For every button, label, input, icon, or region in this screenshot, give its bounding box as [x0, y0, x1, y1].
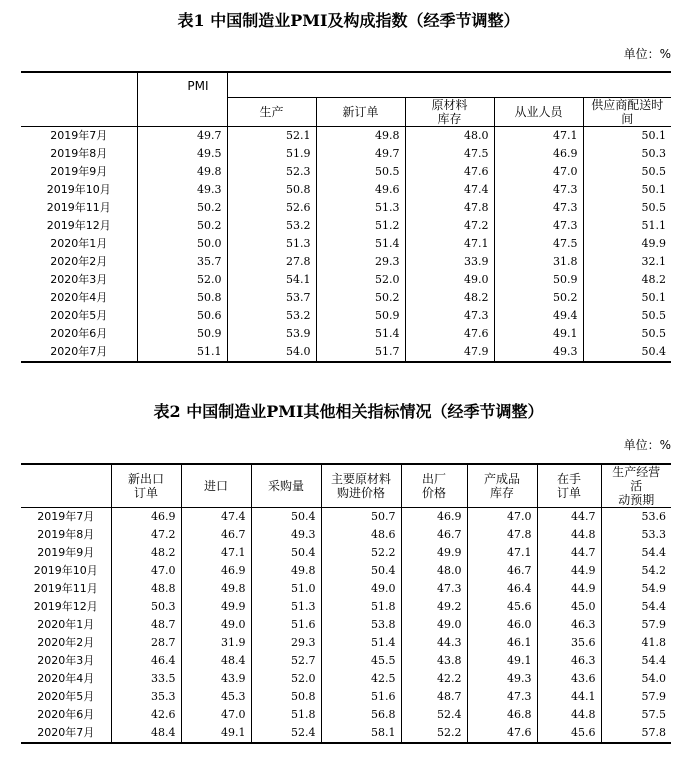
row-label-month: 2020年2月 [21, 634, 111, 652]
value-cell: 46.4 [467, 580, 537, 598]
value-cell: 53.2 [227, 217, 316, 235]
value-cell: 28.7 [111, 634, 181, 652]
value-cell: 52.1 [227, 127, 316, 146]
row-label-month: 2020年7月 [21, 724, 111, 743]
table-row [21, 235, 671, 253]
table-row [21, 199, 671, 217]
value-cell: 32.1 [641, 255, 667, 268]
value-cell: 46.4 [111, 652, 181, 670]
value-cell: 49.6 [316, 181, 405, 199]
column-header: 从业人员 [494, 98, 583, 127]
value-cell: 46.9 [181, 562, 251, 580]
table-row [21, 145, 671, 163]
value-cell: 50.2 [137, 217, 227, 235]
value-cell: 47.5 [405, 145, 494, 163]
value-cell: 50.9 [137, 325, 227, 343]
value-cell: 51.2 [316, 217, 405, 235]
table1-unit: 单位：% [623, 47, 671, 61]
table-row [21, 616, 671, 634]
value-cell: 50.9 [494, 271, 583, 289]
value-cell: 50.9 [316, 307, 405, 325]
value-cell: 49.1 [181, 724, 251, 743]
value-cell: 47.1 [405, 235, 494, 253]
value-cell: 46.9 [494, 145, 583, 163]
value-cell: 52.2 [321, 544, 401, 562]
value-cell: 50.4 [251, 544, 321, 562]
value-cell: 47.1 [181, 544, 251, 562]
value-cell: 47.4 [181, 508, 251, 527]
column-header: 新出口 订单 [111, 464, 181, 508]
value-cell: 50.1 [641, 183, 667, 196]
value-cell: 44.7 [537, 544, 601, 562]
value-cell: 42.2 [401, 670, 467, 688]
table-row [21, 634, 671, 652]
value-cell: 47.1 [467, 544, 537, 562]
row-label-month: 2020年5月 [21, 688, 111, 706]
value-cell: 48.4 [181, 652, 251, 670]
value-cell: 47.3 [494, 199, 583, 217]
value-cell: 50.7 [321, 508, 401, 527]
value-cell: 47.0 [111, 562, 181, 580]
value-cell: 49.0 [401, 616, 467, 634]
value-cell: 54.0 [227, 343, 316, 362]
value-cell: 51.8 [321, 598, 401, 616]
value-cell: 47.6 [405, 163, 494, 181]
table-row [21, 652, 671, 670]
value-cell: 52.3 [227, 163, 316, 181]
column-header: 主要原材料 购进价格 [321, 464, 401, 508]
value-cell: 49.1 [494, 325, 583, 343]
value-cell: 54.1 [227, 271, 316, 289]
value-cell: 49.0 [405, 271, 494, 289]
value-cell: 50.5 [641, 165, 667, 178]
value-cell: 44.3 [401, 634, 467, 652]
table-row [21, 544, 671, 562]
value-cell: 46.7 [181, 526, 251, 544]
row-label-month: 2020年3月 [21, 652, 111, 670]
table-row [21, 217, 671, 235]
table-row [21, 724, 671, 743]
value-cell: 44.8 [537, 706, 601, 724]
value-cell: 29.3 [316, 253, 405, 271]
value-cell: 47.3 [494, 181, 583, 199]
table-row [21, 562, 671, 580]
value-cell: 47.2 [405, 217, 494, 235]
table-row [21, 325, 671, 343]
row-label-month: 2020年7月 [21, 343, 137, 362]
value-cell: 49.8 [316, 127, 405, 146]
value-cell: 50.2 [494, 289, 583, 307]
value-cell: 47.0 [181, 706, 251, 724]
value-cell: 52.0 [137, 271, 227, 289]
row-label-month: 2019年9月 [21, 163, 137, 181]
value-cell: 47.2 [111, 526, 181, 544]
value-cell: 48.2 [405, 289, 494, 307]
value-cell: 50.4 [641, 345, 667, 358]
value-cell: 42.6 [111, 706, 181, 724]
value-cell: 51.6 [251, 616, 321, 634]
value-cell: 47.0 [467, 508, 537, 527]
table2-title: 表2 中国制造业PMI其他相关指标情况（经季节调整） [153, 402, 544, 421]
row-label-month: 2020年1月 [21, 235, 137, 253]
column-header: 新订单 [316, 98, 405, 127]
subindex-group-header [227, 72, 671, 98]
value-cell: 49.8 [181, 580, 251, 598]
value-cell: 46.8 [467, 706, 537, 724]
table-row [21, 307, 671, 325]
value-cell: 47.3 [405, 307, 494, 325]
value-cell: 49.1 [467, 652, 537, 670]
value-cell: 52.0 [251, 670, 321, 688]
value-cell: 49.4 [494, 307, 583, 325]
row-label-month: 2019年10月 [21, 181, 137, 199]
value-cell: 47.3 [494, 217, 583, 235]
value-cell: 31.8 [494, 253, 583, 271]
table-row [21, 271, 671, 289]
row-label-month: 2020年1月 [21, 616, 111, 634]
value-cell: 45.0 [537, 598, 601, 616]
value-cell: 47.0 [494, 163, 583, 181]
value-cell: 48.6 [321, 526, 401, 544]
value-cell: 51.3 [316, 199, 405, 217]
value-cell: 44.1 [537, 688, 601, 706]
table2-unit: 单位：% [623, 438, 671, 452]
table-row [21, 127, 671, 146]
value-cell: 46.9 [111, 508, 181, 527]
table-row [21, 706, 671, 724]
value-cell: 51.9 [227, 145, 316, 163]
value-cell: 54.2 [641, 564, 666, 577]
value-cell: 51.3 [227, 235, 316, 253]
pmi-other-indicators-table [21, 463, 671, 744]
table-row [21, 580, 671, 598]
column-header: 出厂 价格 [401, 464, 467, 508]
value-cell: 47.6 [467, 724, 537, 743]
value-cell: 50.3 [641, 147, 667, 160]
value-cell: 49.3 [251, 526, 321, 544]
value-cell: 50.8 [251, 688, 321, 706]
value-cell: 50.1 [641, 129, 667, 142]
row-label-month: 2019年12月 [21, 598, 111, 616]
value-cell: 50.5 [316, 163, 405, 181]
value-cell: 50.4 [321, 562, 401, 580]
row-label-month: 2020年3月 [21, 271, 137, 289]
value-cell: 57.9 [641, 618, 666, 631]
value-cell: 51.1 [137, 343, 227, 362]
value-cell: 47.8 [405, 199, 494, 217]
row-label-month: 2020年4月 [21, 289, 137, 307]
value-cell: 49.7 [316, 145, 405, 163]
row-label-month: 2019年8月 [21, 526, 111, 544]
value-cell: 46.3 [537, 652, 601, 670]
table-row [21, 688, 671, 706]
value-cell: 47.4 [405, 181, 494, 199]
row-label-month: 2020年2月 [21, 253, 137, 271]
table-row [21, 181, 671, 199]
value-cell: 50.3 [111, 598, 181, 616]
value-cell: 51.8 [251, 706, 321, 724]
value-cell: 50.0 [137, 235, 227, 253]
value-cell: 54.0 [641, 672, 666, 685]
value-cell: 48.2 [641, 273, 667, 286]
table-row [21, 526, 671, 544]
value-cell: 52.2 [401, 724, 467, 743]
value-cell: 42.5 [321, 670, 401, 688]
table-row [21, 289, 671, 307]
value-cell: 53.9 [227, 325, 316, 343]
value-cell: 50.4 [251, 508, 321, 527]
value-cell: 51.4 [321, 634, 401, 652]
column-header: 进口 [181, 464, 251, 508]
table-row [21, 598, 671, 616]
value-cell: 48.0 [405, 127, 494, 146]
value-cell: 57.8 [641, 726, 666, 739]
value-cell: 54.4 [641, 600, 666, 613]
column-header: 采购量 [251, 464, 321, 508]
value-cell: 50.6 [137, 307, 227, 325]
value-cell: 49.3 [494, 343, 583, 362]
table-row [21, 163, 671, 181]
value-cell: 50.5 [641, 201, 667, 214]
column-header: 生产经营活 动预期 [601, 464, 671, 508]
column-header-pmi: PMI [137, 72, 227, 127]
value-cell: 44.9 [537, 580, 601, 598]
value-cell: 43.8 [401, 652, 467, 670]
column-header: 原材料 库存 [405, 98, 494, 127]
row-label-month: 2019年11月 [21, 199, 137, 217]
value-cell: 50.5 [641, 309, 667, 322]
column-header: 产成品 库存 [467, 464, 537, 508]
value-cell: 50.1 [641, 291, 667, 304]
value-cell: 58.1 [321, 724, 401, 743]
value-cell: 27.8 [227, 253, 316, 271]
value-cell: 45.6 [537, 724, 601, 743]
value-cell: 45.3 [181, 688, 251, 706]
row-label-month: 2019年9月 [21, 544, 111, 562]
value-cell: 46.1 [467, 634, 537, 652]
column-header: 生产 [227, 98, 316, 127]
value-cell: 54.9 [641, 582, 666, 595]
value-cell: 47.3 [467, 688, 537, 706]
table-row [21, 343, 671, 362]
value-cell: 46.7 [401, 526, 467, 544]
value-cell: 47.5 [494, 235, 583, 253]
value-cell: 47.8 [467, 526, 537, 544]
value-cell: 49.9 [181, 598, 251, 616]
value-cell: 54.4 [641, 546, 666, 559]
value-cell: 46.7 [467, 562, 537, 580]
table1-title: 表1 中国制造业PMI及构成指数（经季节调整） [177, 11, 520, 30]
row-label-month: 2019年10月 [21, 562, 111, 580]
value-cell: 56.8 [321, 706, 401, 724]
row-label-month: 2020年5月 [21, 307, 137, 325]
value-cell: 44.8 [537, 526, 601, 544]
pmi-composition-table [21, 71, 671, 363]
table-row [21, 508, 671, 527]
row-label-month: 2019年11月 [21, 580, 111, 598]
value-cell: 51.4 [316, 235, 405, 253]
value-cell: 48.4 [111, 724, 181, 743]
value-cell: 54.4 [641, 654, 666, 667]
corner-cell [21, 464, 111, 508]
value-cell: 45.5 [321, 652, 401, 670]
value-cell: 52.4 [401, 706, 467, 724]
value-cell: 46.0 [467, 616, 537, 634]
row-label-month: 2019年8月 [21, 145, 137, 163]
value-cell: 49.9 [401, 544, 467, 562]
value-cell: 47.1 [494, 127, 583, 146]
value-cell: 51.4 [316, 325, 405, 343]
row-label-month: 2020年4月 [21, 670, 111, 688]
value-cell: 51.0 [251, 580, 321, 598]
value-cell: 35.7 [137, 253, 227, 271]
table-row [21, 253, 671, 271]
value-cell: 51.1 [641, 219, 667, 232]
value-cell: 49.8 [251, 562, 321, 580]
value-cell: 31.9 [181, 634, 251, 652]
table-row [21, 670, 671, 688]
value-cell: 43.9 [181, 670, 251, 688]
value-cell: 50.2 [137, 199, 227, 217]
value-cell: 49.8 [137, 163, 227, 181]
value-cell: 44.7 [537, 508, 601, 527]
value-cell: 29.3 [251, 634, 321, 652]
value-cell: 49.9 [641, 237, 667, 250]
row-label-month: 2019年7月 [21, 127, 137, 146]
value-cell: 50.8 [137, 289, 227, 307]
value-cell: 33.5 [111, 670, 181, 688]
value-cell: 50.8 [227, 181, 316, 199]
value-cell: 46.9 [401, 508, 467, 527]
row-label-month: 2019年7月 [21, 508, 111, 527]
value-cell: 48.2 [111, 544, 181, 562]
value-cell: 51.3 [251, 598, 321, 616]
value-cell: 52.7 [251, 652, 321, 670]
value-cell: 52.4 [251, 724, 321, 743]
value-cell: 48.0 [401, 562, 467, 580]
value-cell: 57.5 [641, 708, 666, 721]
value-cell: 49.7 [137, 127, 227, 146]
value-cell: 49.2 [401, 598, 467, 616]
value-cell: 44.9 [537, 562, 601, 580]
row-label-month: 2020年6月 [21, 325, 137, 343]
value-cell: 48.7 [111, 616, 181, 634]
value-cell: 43.6 [537, 670, 601, 688]
value-cell: 53.2 [227, 307, 316, 325]
value-cell: 47.3 [401, 580, 467, 598]
value-cell: 33.9 [405, 253, 494, 271]
value-cell: 51.7 [316, 343, 405, 362]
value-cell: 57.9 [641, 690, 666, 703]
value-cell: 49.3 [467, 670, 537, 688]
value-cell: 35.3 [111, 688, 181, 706]
row-label-month: 2019年12月 [21, 217, 137, 235]
value-cell: 50.2 [316, 289, 405, 307]
value-cell: 48.8 [111, 580, 181, 598]
value-cell: 51.6 [321, 688, 401, 706]
value-cell: 41.8 [641, 636, 666, 649]
value-cell: 53.8 [321, 616, 401, 634]
value-cell: 53.7 [227, 289, 316, 307]
value-cell: 53.6 [641, 510, 666, 523]
value-cell: 48.7 [401, 688, 467, 706]
value-cell: 50.5 [641, 327, 667, 340]
corner-cell [21, 72, 137, 127]
value-cell: 52.6 [227, 199, 316, 217]
value-cell: 47.6 [405, 325, 494, 343]
value-cell: 49.3 [137, 181, 227, 199]
column-header: 在手 订单 [537, 464, 601, 508]
value-cell: 46.3 [537, 616, 601, 634]
column-header: 供应商配送时 间 [583, 98, 671, 127]
value-cell: 49.0 [321, 580, 401, 598]
value-cell: 35.6 [537, 634, 601, 652]
value-cell: 47.9 [405, 343, 494, 362]
row-label-month: 2020年6月 [21, 706, 111, 724]
value-cell: 49.5 [137, 145, 227, 163]
value-cell: 53.3 [641, 528, 666, 541]
value-cell: 49.0 [181, 616, 251, 634]
value-cell: 52.0 [316, 271, 405, 289]
value-cell: 45.6 [467, 598, 537, 616]
